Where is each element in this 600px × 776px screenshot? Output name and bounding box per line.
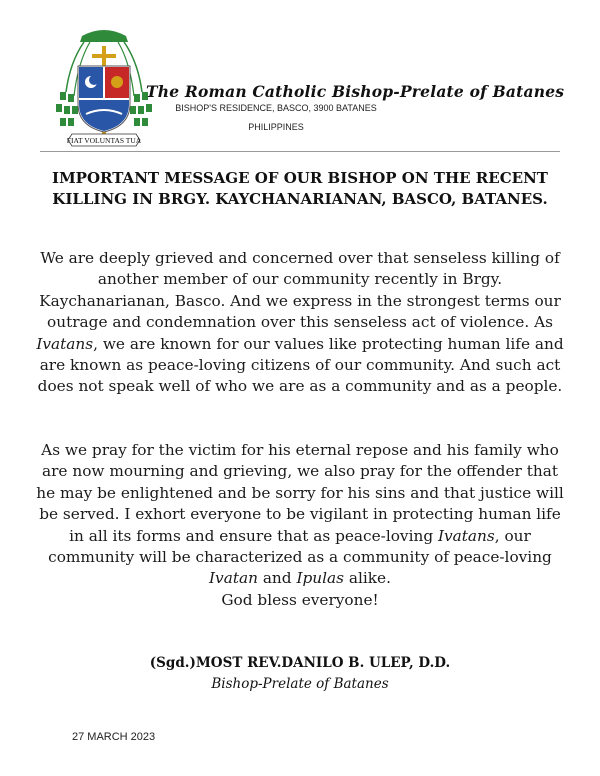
motto-text: FIAT VOLUNTAS TUA xyxy=(66,136,142,145)
heading-line-1: IMPORTANT MESSAGE OF OUR BISHOP ON THE RECENT xyxy=(52,169,548,187)
message-heading xyxy=(40,168,560,210)
letterhead-divider xyxy=(40,151,560,152)
heading-line-2: KILLING IN BRGY. KAYCHANARIANAN, BASCO, BATANES. xyxy=(52,190,548,208)
p2-text-g: alike. xyxy=(344,569,391,588)
p2-text-a: As we pray for the victim for his eternal repose and his family who are now mourning and grieving, we also pray for the offender that he may be enlightened and be sorry for his sins and that justice will be served. I exhort everyone to be vigilant in protecting human life in all its forms and ensure that as peace-loving xyxy=(36,441,564,545)
signatory-name: (Sgd.)MOST REV.DANILO B. ULEP, D.D. xyxy=(149,655,451,671)
p2-text-c: , our community will be characterized as a community of peace-loving xyxy=(48,526,552,567)
p1-text-a: We are deeply grieved and concerned over that senseless killing of another member of our community recently in Brgy. Kaychanarianan, Basco. And we express in the strongest terms our outrage and condemnation over this senseless act of violence. As xyxy=(39,249,561,332)
signatory-title: Bishop-Prelate of Batanes xyxy=(211,676,389,692)
p1-text-c: , we are known for our values like protecting human life and are known as peace-loving citizens of our community. And such act does not speak well of who we are as a community and as a people. xyxy=(37,334,564,396)
letterhead-title: The Roman Catholic Bishop-Prelate of Batanes xyxy=(146,82,565,101)
letterhead-country: PHILIPPINES xyxy=(248,122,304,132)
paragraph-2 xyxy=(34,440,566,611)
p2-italic-ivatans: Ivatans xyxy=(437,526,495,545)
paragraph-1 xyxy=(34,248,566,398)
p2-italic-ivatan: Ivatan xyxy=(209,569,258,588)
p1-italic-ivatans: Ivatans xyxy=(36,334,94,353)
p2-italic-ipulas: Ipulas xyxy=(296,569,345,588)
p2-text-e: and xyxy=(257,569,297,588)
closing-blessing: God bless everyone! xyxy=(221,590,379,609)
letterhead-address: BISHOP'S RESIDENCE, BASCO, 3900 BATANES xyxy=(175,103,377,113)
document-date: 27 MARCH 2023 xyxy=(72,731,156,743)
